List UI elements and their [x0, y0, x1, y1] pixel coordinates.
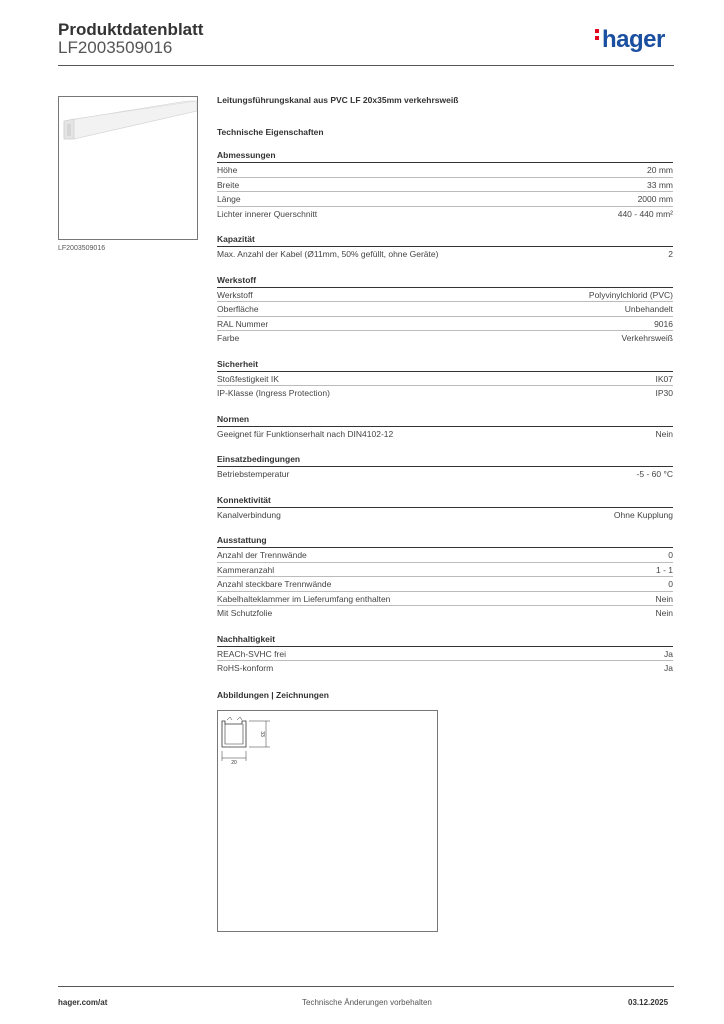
property-label: Oberfläche	[217, 304, 259, 314]
property-group	[217, 150, 673, 221]
group-title: Abmessungen	[217, 150, 673, 163]
group-title: Kapazität	[217, 234, 673, 247]
group-title: Normen	[217, 414, 673, 427]
property-value: 20 mm	[647, 165, 673, 175]
property-value: Ja	[664, 663, 673, 673]
property-group	[217, 275, 673, 346]
property-row	[217, 372, 673, 387]
technical-drawing	[217, 710, 438, 932]
cable-duct-image	[59, 97, 197, 239]
property-label: Farbe	[217, 333, 240, 343]
property-label: Kammeranzahl	[217, 564, 275, 575]
property-value: 440 - 440 mm²	[617, 208, 673, 219]
property-label: Werkstoff	[217, 289, 253, 300]
drawings-heading: Abbildungen | Zeichnungen	[217, 690, 329, 700]
property-group	[217, 359, 673, 401]
property-value: Ja	[664, 648, 673, 659]
article-number: LF2003509016	[58, 38, 173, 57]
property-label: Kabelhalteklammer im Lieferumfang enthalten	[217, 593, 391, 604]
page-title: Produktdatenblatt	[58, 20, 204, 39]
property-value: Polyvinylchlorid (PVC)	[588, 289, 673, 300]
group-title: Ausstattung	[217, 535, 673, 548]
group-rows	[217, 247, 673, 262]
property-value: Ohne Kupplung	[613, 509, 673, 520]
property-row	[217, 386, 673, 401]
property-label: Stoßfestigkeit IK	[217, 373, 279, 384]
group-rows	[217, 508, 673, 523]
property-row	[217, 647, 673, 662]
property-row	[217, 192, 673, 207]
property-label: Geeignet für Funktionserhalt nach DIN4102-12	[217, 428, 394, 439]
property-row	[217, 508, 673, 523]
footer-disclaimer: Technische Änderungen vorbehalten	[302, 998, 432, 1007]
group-rows	[217, 467, 673, 482]
property-row	[217, 563, 673, 578]
property-value: 9016	[654, 318, 673, 329]
property-value: Unbehandelt	[624, 304, 673, 314]
property-row	[217, 548, 673, 563]
property-value: 2	[668, 249, 673, 259]
property-value: Nein	[655, 608, 673, 618]
group-title: Nachhaltigkeit	[217, 634, 673, 647]
property-label: Mit Schutzfolie	[217, 608, 273, 618]
property-group	[217, 495, 673, 523]
property-value: IK07	[655, 373, 673, 384]
property-groups	[217, 150, 673, 676]
property-row	[217, 577, 673, 592]
property-value: 0	[668, 579, 673, 589]
property-label: REACh-SVHC frei	[217, 648, 286, 659]
property-row	[217, 288, 673, 303]
property-value: Nein	[655, 428, 673, 439]
group-title: Werkstoff	[217, 275, 673, 288]
technical-data	[217, 95, 673, 676]
group-rows	[217, 647, 673, 676]
group-title: Einsatzbedingungen	[217, 454, 673, 467]
group-rows	[217, 372, 673, 401]
drawing-height-label: 33	[259, 731, 265, 737]
property-group	[217, 234, 673, 262]
property-label: Betriebstemperatur	[217, 469, 290, 479]
image-caption: LF2003509016	[58, 245, 106, 252]
property-value: Verkehrsweiß	[621, 333, 673, 343]
hager-logo	[595, 26, 665, 54]
group-rows	[217, 163, 673, 221]
group-rows	[217, 288, 673, 346]
property-label: RAL Nummer	[217, 318, 269, 329]
header-divider	[58, 65, 674, 66]
section-heading: Technische Eigenschaften	[217, 127, 324, 137]
property-group	[217, 535, 673, 621]
product-image	[58, 96, 198, 240]
property-row	[217, 467, 673, 482]
property-value: 2000 mm	[637, 194, 673, 204]
footer-divider	[58, 986, 674, 987]
property-value: Nein	[655, 593, 673, 604]
property-label: RoHS-konform	[217, 663, 274, 673]
group-rows	[217, 427, 673, 442]
property-row	[217, 317, 673, 332]
property-label: Länge	[217, 194, 241, 204]
group-rows	[217, 548, 673, 621]
property-row	[217, 331, 673, 346]
property-group	[217, 634, 673, 676]
drawing-width-label: 20	[231, 760, 237, 766]
footer-website: hager.com/at	[58, 998, 108, 1007]
property-group	[217, 414, 673, 442]
property-value: 33 mm	[647, 179, 673, 190]
property-label: Anzahl steckbare Trennwände	[217, 579, 332, 589]
property-label: Höhe	[217, 165, 238, 175]
property-row	[217, 207, 673, 222]
logo-text: hager	[602, 26, 665, 53]
property-row	[217, 302, 673, 317]
logo-dots-icon	[595, 29, 600, 43]
property-label: Anzahl der Trennwände	[217, 550, 307, 560]
property-label: Max. Anzahl der Kabel (Ø11mm, 50% gefüllt, ohne Geräte)	[217, 249, 439, 259]
group-title: Konnektivität	[217, 495, 673, 508]
property-value: -5 - 60 °C	[636, 469, 673, 479]
property-row	[217, 247, 673, 262]
property-row	[217, 661, 673, 676]
property-row	[217, 592, 673, 607]
property-label: Lichter innerer Querschnitt	[217, 208, 318, 219]
property-row	[217, 427, 673, 442]
property-group	[217, 454, 673, 482]
group-title: Sicherheit	[217, 359, 673, 372]
property-row	[217, 163, 673, 178]
property-row	[217, 178, 673, 193]
duct-cross-section-drawing	[218, 711, 437, 931]
property-label: Kanalverbindung	[217, 509, 281, 520]
property-value: 0	[668, 550, 673, 560]
product-title: Leitungsführungskanal aus PVC LF 20x35mm verkehrsweiß	[217, 95, 459, 105]
property-label: IP-Klasse (Ingress Protection)	[217, 388, 330, 398]
property-label: Breite	[217, 179, 240, 190]
footer-date: 03.12.2025	[628, 998, 669, 1007]
property-value: 1 - 1	[655, 564, 673, 575]
property-value: IP30	[655, 388, 673, 398]
property-row	[217, 606, 673, 621]
